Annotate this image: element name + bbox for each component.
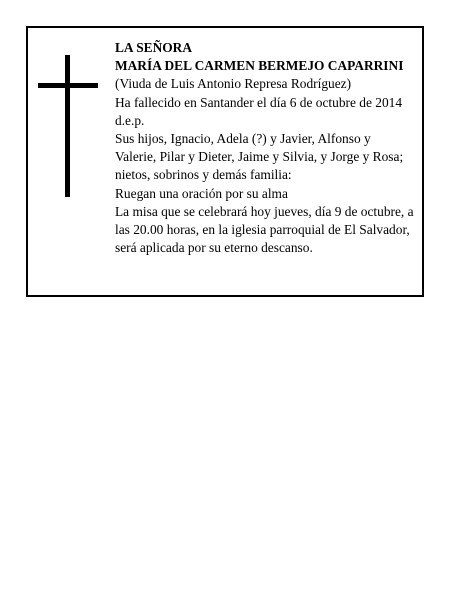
cross-vertical-bar — [65, 55, 70, 197]
widow-line: (Viuda de Luis Antonio Represa Rodríguez) — [115, 76, 352, 92]
mass-line-1: La misa que se celebrará hoy jueves, día 9 de octubre, a — [115, 203, 414, 219]
mass-line-2: las 20.00 horas, en la iglesia parroquial de El Salvador, — [115, 222, 410, 238]
cross-horizontal-bar — [38, 83, 98, 88]
deceased-name: MARÍA DEL CARMEN BERMEJO CAPARRINI — [115, 58, 404, 74]
death-announcement: Ha fallecido en Santander el día 6 de octubre de 2014 — [115, 94, 403, 110]
family-line-3: nietos, sobrinos y demás familia: — [115, 167, 292, 183]
prayer-request: Ruegan una oración por su alma — [115, 185, 288, 201]
cross-icon — [38, 55, 98, 197]
obituary-notice — [26, 26, 424, 297]
mass-line-3: será aplicada por su eterno descanso. — [115, 240, 313, 256]
notice-heading: LA SEÑORA — [115, 40, 193, 55]
family-line-2: Valerie, Pilar y Dieter, Jaime y Silvia, y Jorge y Rosa; — [115, 149, 404, 165]
obituary-text — [115, 39, 423, 257]
family-line-1: Sus hijos, Ignacio, Adela (?) y Javier, Alfonso y — [115, 131, 371, 147]
rip-line: d.e.p. — [115, 112, 145, 128]
